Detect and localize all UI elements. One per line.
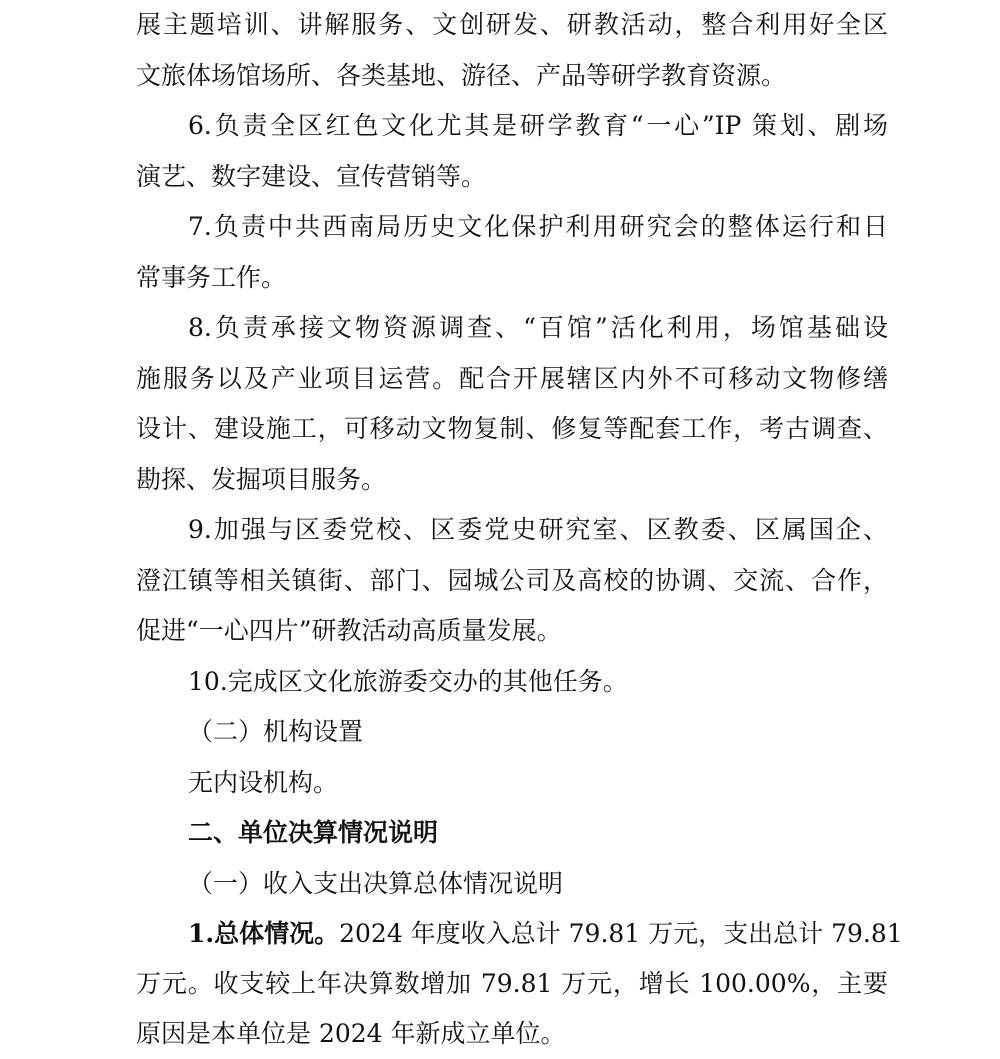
text-line: 6.负责全区红色文化尤其是研学教育“一心”IP 策划、剧场	[188, 111, 888, 140]
text-line: 无内设机构。	[188, 767, 339, 797]
text-line: 文旅体场馆场所、各类基地、游径、产品等研学教育资源。	[136, 60, 787, 90]
section-heading: 二、单位决算情况说明	[188, 818, 439, 847]
text-line: 7.负责中共西南局历史文化保护利用研究会的整体运行和日	[188, 212, 888, 241]
summary-line-1	[188, 917, 903, 951]
text-line: 9.加强与区委党校、区委党史研究室、区教委、区属国企、	[188, 515, 888, 544]
summary-line-2: 万元。收支较上年决算数增加 79.81 万元，增长 100.00%，主要	[136, 969, 888, 998]
text-line: 常事务工作。	[136, 262, 287, 292]
text-line: 施服务以及产业项目运营。配合开展辖区内外不可移动文物修缮	[136, 363, 888, 393]
text-line: 8.负责承接文物资源调查、“百馆”活化利用，场馆基础设	[188, 313, 888, 342]
text-line: （二）机构设置	[188, 717, 364, 746]
summary-line-1-rest: 2024 年度收入总计 79.81 万元，支出总计 79.81	[339, 919, 903, 948]
text-line: 勘探、发掘项目服务。	[136, 464, 387, 494]
text-line: 10.完成区文化旅游委交办的其他任务。	[188, 666, 628, 696]
text-line: 展主题培训、讲解服务、文创研发、研教活动，整合利用好全区	[136, 10, 888, 39]
summary-line-3: 原因是本单位是 2024 年新成立单位。	[136, 1019, 566, 1048]
text-line: 演艺、数字建设、宣传营销等。	[136, 161, 487, 191]
summary-lead: 1.总体情况。	[188, 919, 340, 948]
text-line: 促进“一心四片”研教活动高质量发展。	[136, 616, 562, 645]
text-line: （一）收入支出决算总体情况说明	[188, 868, 564, 898]
text-line: 设计、建设施工，可移动文物复制、修复等配套工作，考古调查、	[136, 414, 888, 443]
text-line: 澄江镇等相关镇街、部门、园城公司及高校的协调、交流、合作，	[136, 565, 888, 595]
